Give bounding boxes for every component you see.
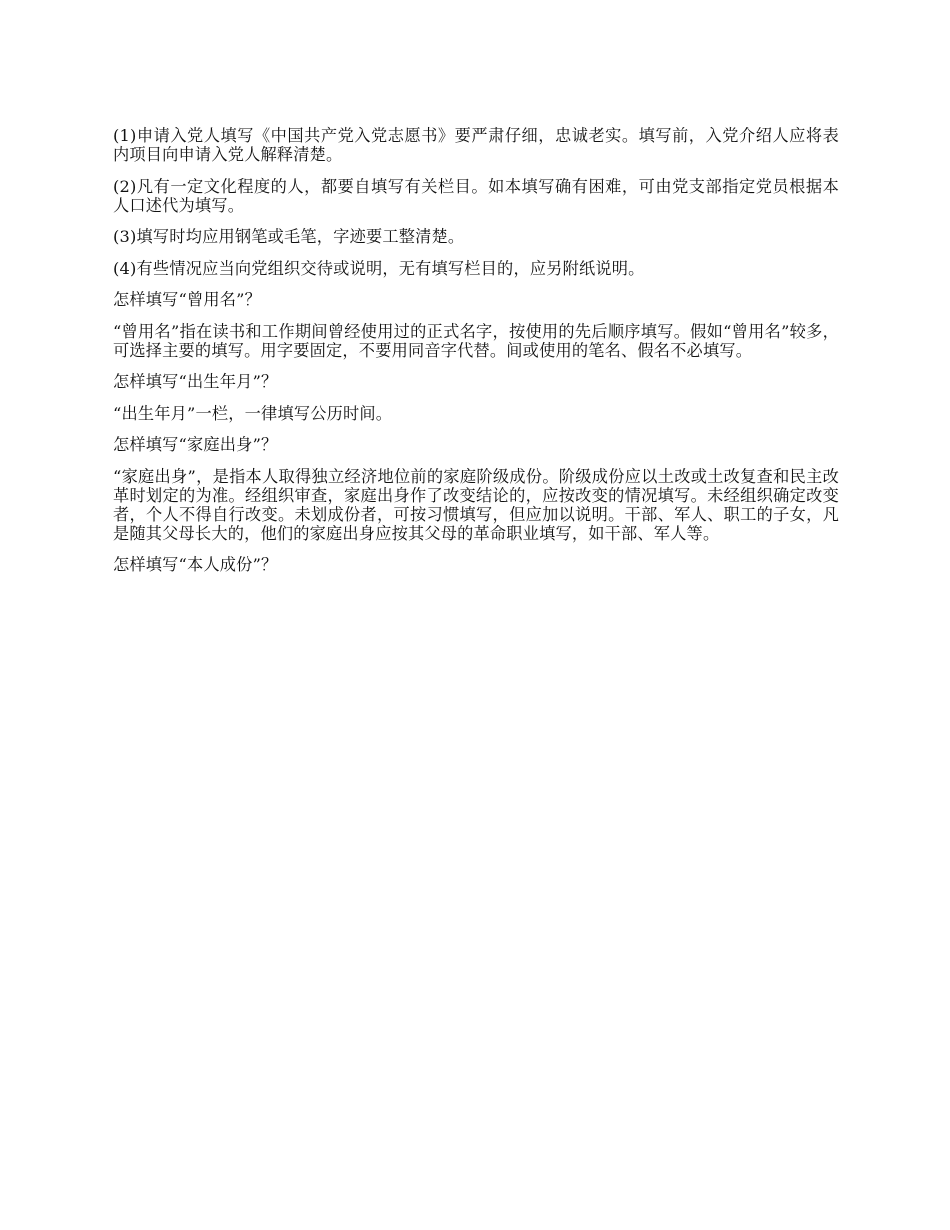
paragraph-pen-requirement: (3)填写时均应用钢笔或毛笔，字迹要工整清楚。 [113, 227, 465, 246]
heading-family-origin: 怎样填写“家庭出身”？ [113, 435, 278, 454]
heading-birth-date: 怎样填写“出生年月”？ [113, 372, 278, 391]
paragraph-attach-paper: (4)有些情况应当向党组织交待或说明，无有填写栏目的，应另附纸说明。 [113, 258, 645, 278]
heading-personal-status: 怎样填写“本人成份”？ [113, 555, 278, 574]
paragraph-birth-date: “出生年月”一栏，一律填写公历时间。 [113, 403, 393, 423]
document-body [113, 126, 839, 587]
heading-former-name: 怎样填写“曾用名”？ [113, 290, 262, 309]
paragraph-fill-in-carefully: (1)申请入党人填写《中国共产党入党志愿书》要严肃仔细，忠诚老实。填写前，入党介绍人应将表内项目向申请入党人解释清楚。 [113, 126, 839, 164]
paragraph-former-name: “曾用名”指在读书和工作期间曾经使用过的正式名字，按使用的先后顺序填写。假如“曾用名”较多，可选择主要的填写。用字要固定，不要用同音字代替。间或使用的笔名、假名不必填写。 [113, 321, 839, 360]
paragraph-self-fill: (2)凡有一定文化程度的人，都要自填写有关栏目。如本填写确有困难，可由党支部指定党员根据本人口述代为填写。 [113, 176, 839, 215]
paragraph-family-origin: “家庭出身”，是指本人取得独立经济地位前的家庭阶级成份。阶级成份应以土改或土改复查和民主改革时划定的为准。经组织审查，家庭出身作了改变结论的，应按改变的情况填写。未经组织确定改变者，个人不得自行改变。未划成份者，可按习惯填写，但应加以说明。干部、军人、职工的子女，凡是随其父母长大的，他们的家庭出身应按其父母的革命职业填写，如干部、军人等。 [113, 466, 839, 543]
